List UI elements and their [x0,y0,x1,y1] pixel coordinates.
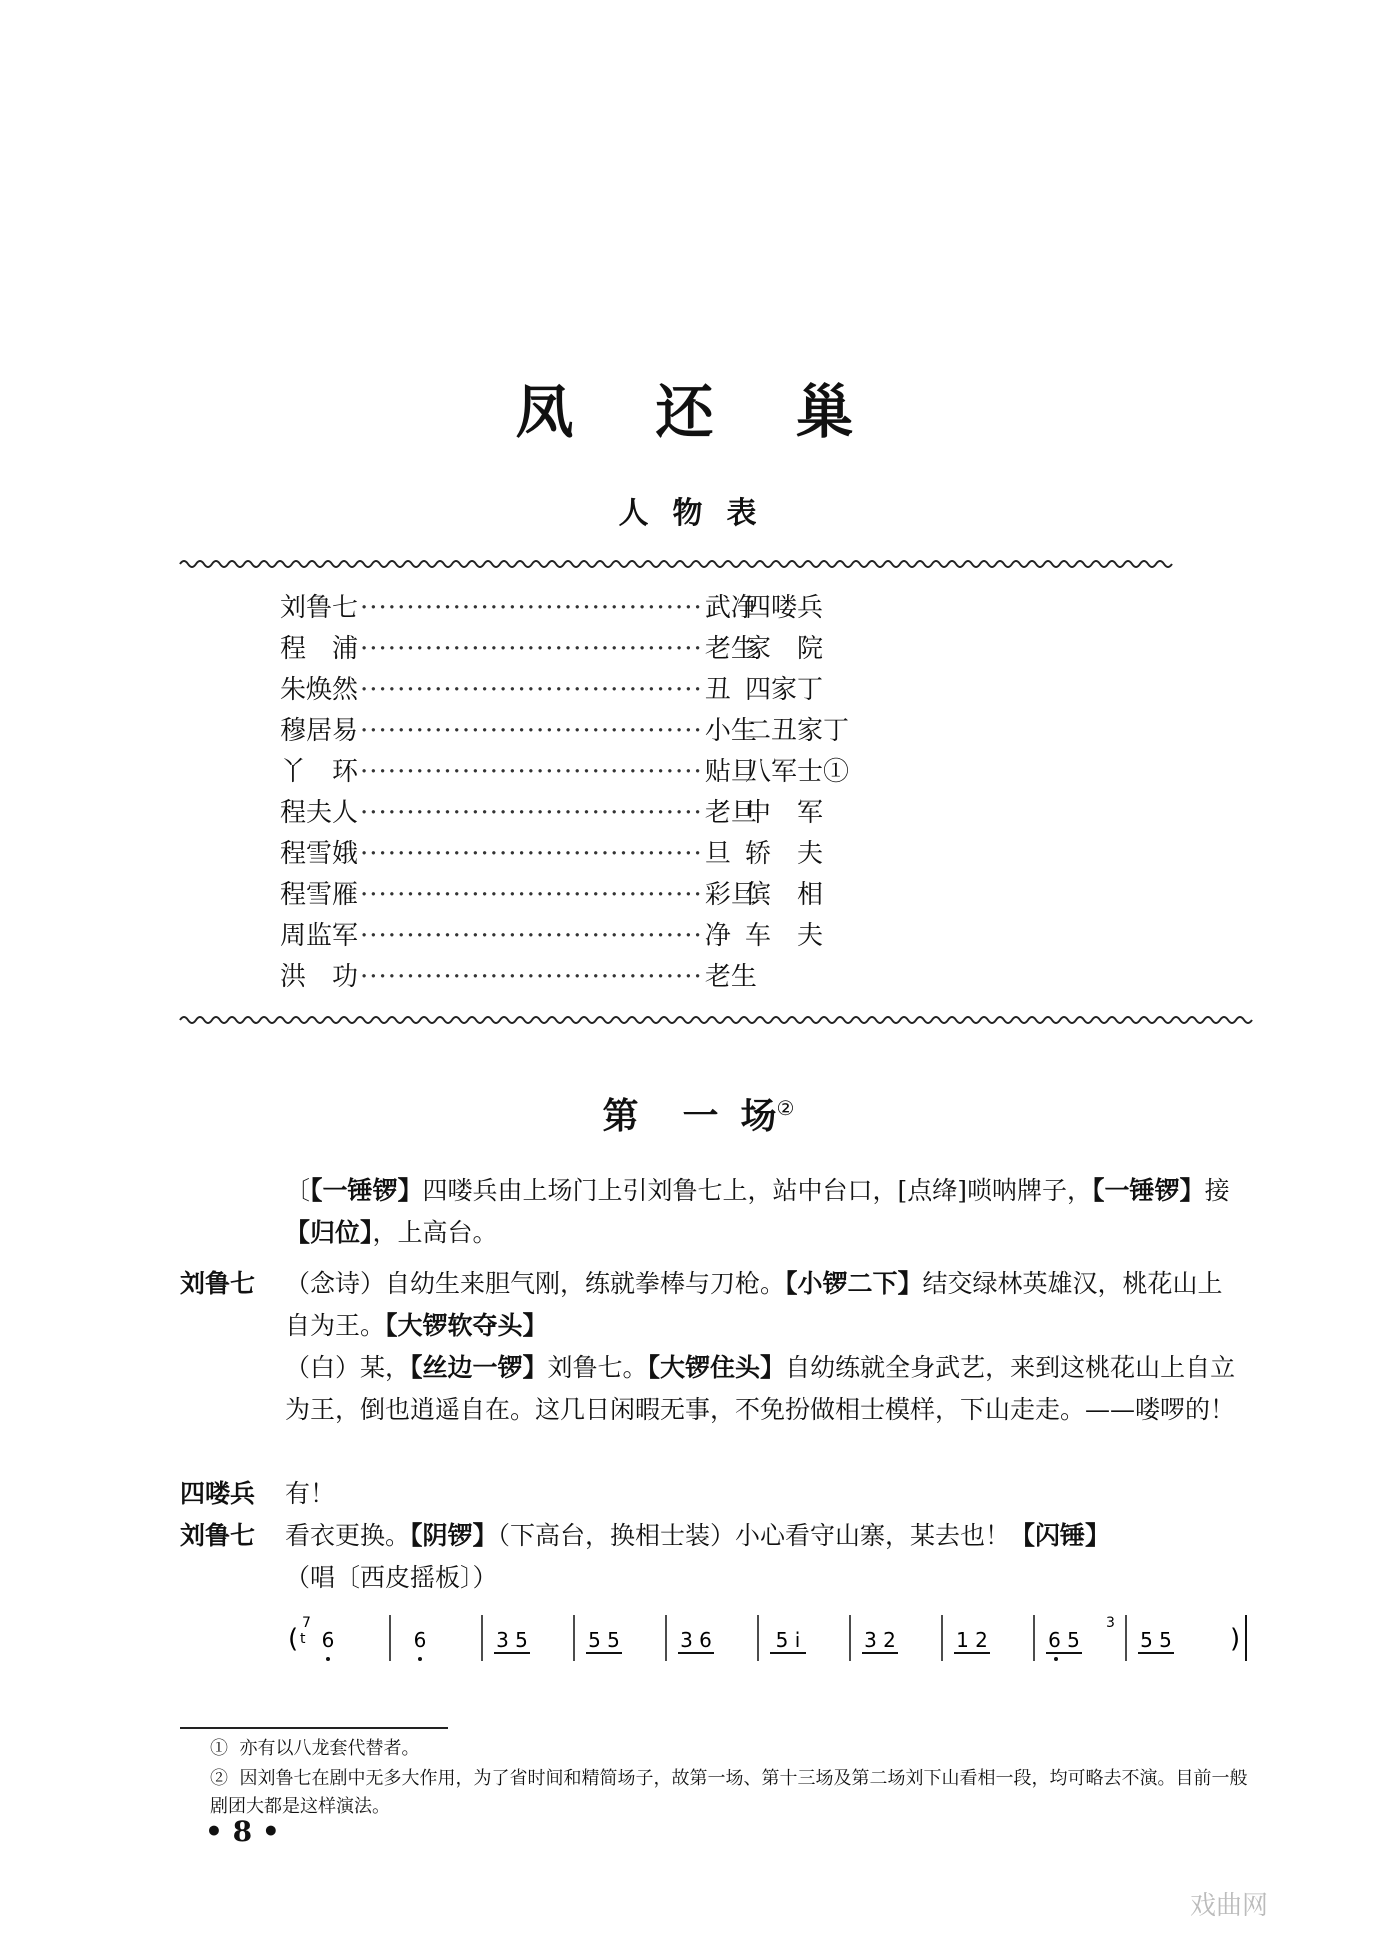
text-run: 自幼练就全身武艺，来到这桃花山上自立为王，倒也逍遥自在。这几日闲暇无事，不免扮做相士模样，下山走走。——喽啰的！ [285,1353,1236,1424]
cast-name: 程雪娥 [280,839,359,869]
stage-direction [285,1170,1245,1254]
cast-row: 程雪娥 ····································· 旦 [280,834,700,875]
footnote-text: 因刘鲁七在剧中无多大作用，为了省时间和精简场子，故第一场、第十三场及第二场刘下山看相一段，均可略去不演。目前一般剧团大都是这样演法。 [210,1768,1248,1817]
octave-dot [418,1657,422,1661]
cast-row: 程雪雁 ····································· 彩旦 [280,875,700,916]
cast-extra: 八军士① [745,757,850,787]
text-run: （下高台，换相士装）小心看守山寨，某去也！ [497,1521,1011,1550]
cast-role: 小生 [704,716,757,746]
cast-heading-char: 人 [618,496,649,531]
cast-role: 丑 [704,675,731,705]
dialogue-line [285,1263,1245,1347]
dialogue-line [285,1347,1245,1431]
cast-row: 洪 功 ····································· 老生 [280,957,700,998]
cast-list [280,588,757,998]
dialogue-line [285,1515,1245,1599]
percussion-cue: 【阴锣】 [410,1521,498,1550]
cast-extra: 轿 夫 [745,839,824,869]
percussion-cue: 【丝边一锣】 [410,1353,548,1382]
text-run: （白）某， [285,1353,411,1382]
music-note: 5 5 [1140,1628,1172,1652]
footnote [210,1765,1250,1821]
text-run: 刘鲁七。 [547,1353,648,1382]
wavy-divider-bottom [180,1012,1245,1028]
music-note: 3 6 [680,1628,712,1652]
text-run: 接 [1204,1176,1230,1205]
cast-name: 周监军 [280,921,359,951]
cast-heading [0,488,1375,532]
grace-note: 7 [302,1615,311,1631]
cast-row: 丫 环 ····································· 贴旦 [280,752,700,793]
music-note: 5 5 [588,1628,620,1652]
wavy-divider-top [180,556,1245,572]
cast-extra: 傧 相 [745,880,824,910]
text-run: 四喽兵由上场门上引刘鲁七上，站中台口，[点绛]唢呐牌子， [422,1176,1093,1205]
cast-role: 贴旦 [704,757,757,787]
text-run: 〔 [285,1176,311,1205]
percussion-cue: 【大锣软夺头】 [385,1311,548,1340]
text-run: 结交绿林英雄汉，桃花山上自为王。 [285,1269,1223,1340]
footnote-ref: ② [776,1096,795,1120]
cast-row: 程夫人 ····································· 老旦 [280,793,700,834]
music-note: 6 [413,1628,427,1652]
cast-row: 穆居易 ····································· 小生 [280,711,700,752]
cast-extra: 家 院 [745,634,824,664]
title-char: 还 [655,378,720,446]
cast-heading-char: 物 [672,496,703,531]
jianpu-notation [280,1613,1250,1663]
play-title [0,365,1375,449]
cast-name: 刘鲁七 [280,593,359,623]
page-number: • 8 • [205,1815,280,1848]
text-run: 看衣更换。 [285,1521,411,1550]
cast-extra-list [745,588,945,957]
cast-role: 老生 [704,634,757,664]
footnote-rule [180,1727,448,1729]
cast-role: 老旦 [704,798,757,828]
text-run: （念诗）自幼生来胆气刚，练就拳棒与刀枪。 [285,1269,786,1298]
footnote [210,1735,1250,1763]
cast-extra: 中 军 [745,798,824,828]
cast-role: 净 [704,921,731,951]
music-open-paren: ( [288,1624,299,1654]
dialogue-line: 有！ [285,1479,336,1508]
footnote-text: 亦有以八龙套代替者。 [239,1738,420,1759]
cast-row: 朱焕然 ····································· 丑 [280,670,700,711]
watermark-logo: 戏曲网 [1190,1891,1269,1921]
cast-name: 程雪雁 [280,880,359,910]
footnote-mark: ② [210,1768,228,1789]
cast-role: 老生 [704,962,757,992]
text-run: ，上高台。 [372,1218,498,1247]
cast-extra: 二丑家丁 [745,716,850,746]
cast-name: 程 浦 [280,634,359,664]
cast-row: 程 浦 ····································· 老生 [280,629,700,670]
scene-char: 第 [602,1096,639,1137]
cast-heading-char: 表 [726,496,757,531]
speaker-name: 刘鲁七 [180,1269,256,1298]
grace-note: 3 [1106,1615,1115,1631]
cast-role: 旦 [704,839,731,869]
footnote-mark: ① [210,1738,228,1759]
cast-row: 刘鲁七 ····································· 武净 [280,588,700,629]
octave-dot [1054,1657,1058,1661]
music-note: 3 2 [864,1628,896,1652]
cast-role: 武净 [704,593,757,623]
percussion-cue: 【归位】 [285,1218,373,1247]
title-char: 巢 [795,378,860,446]
music-note: 6 5 [1048,1628,1080,1652]
percussion-cue: 【一锤锣】 [1092,1176,1205,1205]
cast-extra: 四喽兵 [745,593,824,623]
scene-char: 一 [682,1096,719,1137]
cast-role: 彩旦 [704,880,757,910]
cast-name: 朱焕然 [280,675,359,705]
cast-name: 丫 环 [280,757,359,787]
grace-mark: t [300,1631,306,1647]
singing-direction: （唱〔西皮摇板〕） [285,1563,498,1592]
music-close-paren: ) [1230,1624,1241,1654]
percussion-cue: 【闪锤】 [1010,1521,1111,1550]
percussion-cue: 【一锤锣】 [310,1176,423,1205]
cast-extra: 四家丁 [745,675,824,705]
octave-dot [326,1657,330,1661]
music-note: 1 2 [956,1628,988,1652]
title-char: 凤 [515,378,580,446]
scene-char: 场 [740,1096,777,1137]
cast-name: 洪 功 [280,962,359,992]
scene-heading [0,1088,1375,1139]
cast-name: 程夫人 [280,798,359,828]
speaker-name: 刘鲁七 [180,1521,256,1550]
cast-extra: 车 夫 [745,921,824,951]
music-note: 6 [321,1628,335,1652]
cast-name: 穆居易 [280,716,359,746]
music-note: 3 5 [496,1628,528,1652]
percussion-cue: 【大锣住头】 [647,1353,786,1382]
cast-row: 周监军 ····································· 净 [280,916,700,957]
percussion-cue: 【小锣二下】 [785,1269,923,1298]
music-note: 5 i [775,1628,801,1652]
speaker-name: 四喽兵 [180,1479,256,1508]
